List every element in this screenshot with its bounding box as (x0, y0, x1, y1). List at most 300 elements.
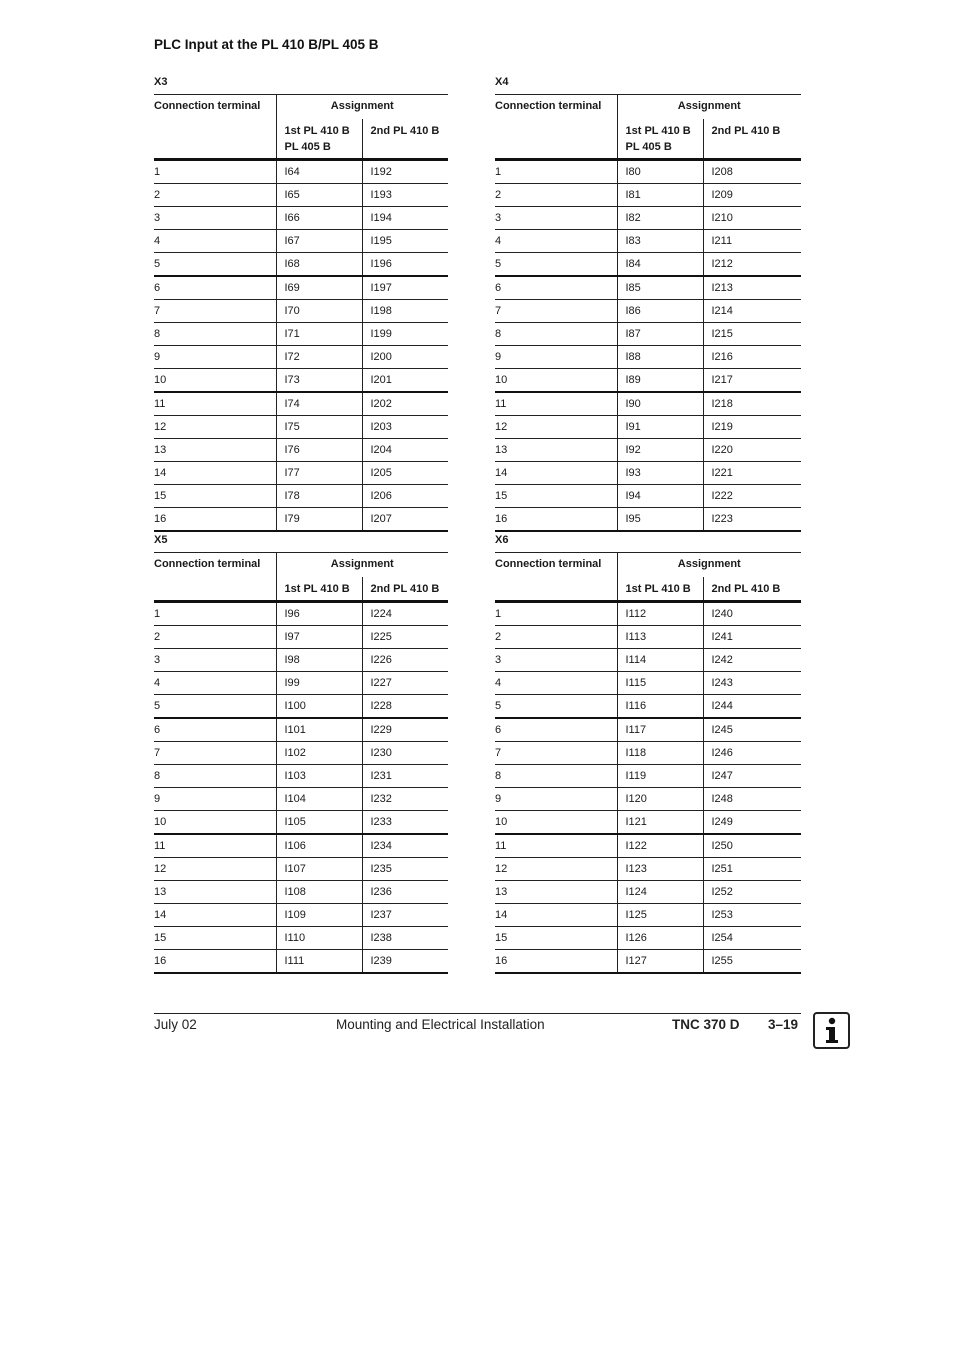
first-unit-input: I66 (276, 207, 362, 230)
terminal-number: 10 (495, 369, 617, 393)
second-unit-input: I206 (362, 485, 448, 508)
second-unit-input: I222 (703, 485, 801, 508)
first-unit-input: I76 (276, 439, 362, 462)
terminal-number: 8 (154, 323, 276, 346)
table-row (154, 927, 448, 950)
table-row (495, 300, 801, 323)
table-row (154, 346, 448, 369)
terminal-number: 14 (495, 462, 617, 485)
first-unit-input: I71 (276, 323, 362, 346)
table-row (154, 184, 448, 207)
header-connection-terminal: Connection terminal (154, 95, 276, 120)
first-unit-input: I106 (276, 834, 362, 858)
second-unit-input: I253 (703, 904, 801, 927)
terminal-number: 15 (154, 485, 276, 508)
table-row (154, 788, 448, 811)
table-row (495, 439, 801, 462)
first-unit-input: I98 (276, 649, 362, 672)
header-second-unit: 2nd PL 410 B (703, 577, 801, 602)
first-unit-input: I107 (276, 858, 362, 881)
first-unit-input: I84 (617, 253, 703, 277)
first-unit-input: I97 (276, 626, 362, 649)
second-unit-input: I192 (362, 160, 448, 184)
table-row (154, 253, 448, 277)
terminal-number: 10 (154, 811, 276, 835)
terminal-number: 12 (495, 858, 617, 881)
terminal-number: 9 (154, 346, 276, 369)
table-row (154, 276, 448, 300)
table-row (154, 881, 448, 904)
second-unit-input: I255 (703, 950, 801, 974)
header-blank (495, 119, 617, 160)
first-unit-input: I91 (617, 416, 703, 439)
table-row (154, 626, 448, 649)
second-unit-input: I237 (362, 904, 448, 927)
terminal-number: 8 (495, 765, 617, 788)
first-unit-input: I109 (276, 904, 362, 927)
terminal-number: 2 (495, 626, 617, 649)
second-unit-input: I204 (362, 439, 448, 462)
table-row (495, 695, 801, 719)
table-row (154, 695, 448, 719)
terminal-number: 4 (495, 230, 617, 253)
first-unit-input: I85 (617, 276, 703, 300)
page-title: PLC Input at the PL 410 B/PL 405 B (154, 37, 379, 52)
second-unit-input: I193 (362, 184, 448, 207)
table-label: X6 (495, 534, 509, 546)
second-unit-input: I248 (703, 788, 801, 811)
second-unit-input: I218 (703, 392, 801, 416)
second-unit-input: I197 (362, 276, 448, 300)
table-row (495, 369, 801, 393)
header-first-unit-line1: 1st PL 410 B (284, 583, 350, 595)
terminal-number: 16 (495, 950, 617, 974)
terminal-number: 3 (154, 207, 276, 230)
header-first-unit-line2: PL 405 B (625, 141, 672, 153)
first-unit-input: I115 (617, 672, 703, 695)
table-row (154, 718, 448, 742)
footer-page-number: 3–19 (768, 1017, 799, 1032)
table-row (495, 881, 801, 904)
first-unit-input: I89 (617, 369, 703, 393)
terminal-number: 4 (495, 672, 617, 695)
header-second-unit: 2nd PL 410 B (362, 119, 448, 160)
terminal-table (495, 94, 801, 532)
first-unit-input: I110 (276, 927, 362, 950)
table-label: X3 (154, 76, 168, 88)
first-unit-input: I72 (276, 346, 362, 369)
footer-date: July 02 (154, 1017, 197, 1032)
terminal-number: 6 (154, 276, 276, 300)
first-unit-input: I81 (617, 184, 703, 207)
second-unit-input: I224 (362, 602, 448, 626)
table-row (154, 160, 448, 184)
table-row (495, 649, 801, 672)
first-unit-input: I70 (276, 300, 362, 323)
table-row (154, 834, 448, 858)
second-unit-input: I243 (703, 672, 801, 695)
first-unit-input: I116 (617, 695, 703, 719)
header-connection-terminal: Connection terminal (495, 553, 617, 578)
terminal-number: 8 (495, 323, 617, 346)
table-row (154, 207, 448, 230)
header-first-unit-line2: PL 405 B (284, 141, 331, 153)
terminal-number: 1 (495, 160, 617, 184)
table-row (154, 672, 448, 695)
second-unit-input: I203 (362, 416, 448, 439)
second-unit-input: I245 (703, 718, 801, 742)
table-row (495, 485, 801, 508)
table-row (495, 858, 801, 881)
table-x3 (154, 76, 448, 532)
second-unit-input: I196 (362, 253, 448, 277)
terminal-number: 10 (154, 369, 276, 393)
table-row (495, 160, 801, 184)
first-unit-input: I104 (276, 788, 362, 811)
first-unit-input: I64 (276, 160, 362, 184)
table-row (154, 950, 448, 974)
first-unit-input: I65 (276, 184, 362, 207)
second-unit-input: I239 (362, 950, 448, 974)
second-unit-input: I235 (362, 858, 448, 881)
first-unit-input: I69 (276, 276, 362, 300)
first-unit-input: I118 (617, 742, 703, 765)
first-unit-input: I119 (617, 765, 703, 788)
terminal-number: 7 (154, 742, 276, 765)
second-unit-input: I252 (703, 881, 801, 904)
first-unit-input: I79 (276, 508, 362, 532)
first-unit-input: I94 (617, 485, 703, 508)
second-unit-input: I228 (362, 695, 448, 719)
terminal-number: 2 (154, 626, 276, 649)
first-unit-input: I83 (617, 230, 703, 253)
table-row (495, 253, 801, 277)
terminal-number: 2 (154, 184, 276, 207)
table-row (495, 927, 801, 950)
table-row (495, 416, 801, 439)
second-unit-input: I217 (703, 369, 801, 393)
table-row (154, 323, 448, 346)
header-second-unit: 2nd PL 410 B (362, 577, 448, 602)
table-row (154, 439, 448, 462)
first-unit-input: I121 (617, 811, 703, 835)
first-unit-input: I127 (617, 950, 703, 974)
second-unit-input: I210 (703, 207, 801, 230)
second-unit-input: I216 (703, 346, 801, 369)
terminal-number: 13 (154, 881, 276, 904)
terminal-number: 16 (154, 950, 276, 974)
second-unit-input: I240 (703, 602, 801, 626)
second-unit-input: I201 (362, 369, 448, 393)
second-unit-input: I208 (703, 160, 801, 184)
header-blank (495, 577, 617, 602)
terminal-number: 2 (495, 184, 617, 207)
table-row (495, 742, 801, 765)
table-row (154, 230, 448, 253)
second-unit-input: I244 (703, 695, 801, 719)
terminal-number: 6 (154, 718, 276, 742)
terminal-number: 1 (154, 602, 276, 626)
first-unit-input: I93 (617, 462, 703, 485)
first-unit-input: I124 (617, 881, 703, 904)
first-unit-input: I114 (617, 649, 703, 672)
first-unit-input: I74 (276, 392, 362, 416)
second-unit-input: I247 (703, 765, 801, 788)
table-x4 (495, 76, 801, 532)
header-first-unit (617, 577, 703, 602)
terminal-number: 13 (495, 439, 617, 462)
table-row (495, 323, 801, 346)
second-unit-input: I231 (362, 765, 448, 788)
second-unit-input: I214 (703, 300, 801, 323)
table-row (495, 346, 801, 369)
header-first-unit-line1: 1st PL 410 B (625, 583, 691, 595)
header-first-unit-line1: 1st PL 410 B (284, 125, 350, 137)
terminal-table (154, 94, 448, 532)
table-row (154, 602, 448, 626)
first-unit-input: I67 (276, 230, 362, 253)
terminal-number: 4 (154, 672, 276, 695)
second-unit-input: I195 (362, 230, 448, 253)
info-icon-glyph (821, 1017, 843, 1045)
table-row (495, 672, 801, 695)
first-unit-input: I86 (617, 300, 703, 323)
second-unit-input: I194 (362, 207, 448, 230)
first-unit-input: I77 (276, 462, 362, 485)
footer-section: Mounting and Electrical Installation (336, 1017, 545, 1032)
table-row (154, 369, 448, 393)
first-unit-input: I113 (617, 626, 703, 649)
table-row (154, 485, 448, 508)
first-unit-input: I111 (276, 950, 362, 974)
table-row (495, 626, 801, 649)
second-unit-input: I226 (362, 649, 448, 672)
first-unit-input: I126 (617, 927, 703, 950)
header-second-unit: 2nd PL 410 B (703, 119, 801, 160)
header-connection-terminal: Connection terminal (154, 553, 276, 578)
second-unit-input: I223 (703, 508, 801, 532)
terminal-number: 9 (154, 788, 276, 811)
first-unit-input: I117 (617, 718, 703, 742)
first-unit-input: I103 (276, 765, 362, 788)
second-unit-input: I234 (362, 834, 448, 858)
terminal-number: 13 (495, 881, 617, 904)
terminal-number: 14 (154, 904, 276, 927)
table-label: X4 (495, 76, 509, 88)
second-unit-input: I238 (362, 927, 448, 950)
first-unit-input: I82 (617, 207, 703, 230)
first-unit-input: I95 (617, 508, 703, 532)
second-unit-input: I227 (362, 672, 448, 695)
second-unit-input: I236 (362, 881, 448, 904)
first-unit-input: I99 (276, 672, 362, 695)
second-unit-input: I199 (362, 323, 448, 346)
header-assignment: Assignment (617, 553, 801, 578)
terminal-number: 14 (154, 462, 276, 485)
table-row (154, 392, 448, 416)
first-unit-input: I108 (276, 881, 362, 904)
table-row (154, 462, 448, 485)
table-row (495, 230, 801, 253)
header-assignment: Assignment (617, 95, 801, 120)
header-assignment: Assignment (276, 553, 448, 578)
table-label: X5 (154, 534, 168, 546)
table-row (154, 300, 448, 323)
second-unit-input: I215 (703, 323, 801, 346)
header-first-unit (276, 119, 362, 160)
first-unit-input: I112 (617, 602, 703, 626)
terminal-table (154, 552, 448, 974)
terminal-number: 11 (154, 834, 276, 858)
second-unit-input: I213 (703, 276, 801, 300)
table-row (495, 904, 801, 927)
second-unit-input: I220 (703, 439, 801, 462)
second-unit-input: I207 (362, 508, 448, 532)
first-unit-input: I90 (617, 392, 703, 416)
first-unit-input: I68 (276, 253, 362, 277)
second-unit-input: I242 (703, 649, 801, 672)
table-row (154, 765, 448, 788)
first-unit-input: I123 (617, 858, 703, 881)
first-unit-input: I78 (276, 485, 362, 508)
table-row (154, 904, 448, 927)
second-unit-input: I246 (703, 742, 801, 765)
terminal-number: 11 (495, 834, 617, 858)
terminal-number: 1 (495, 602, 617, 626)
table-row (154, 416, 448, 439)
terminal-number: 9 (495, 346, 617, 369)
header-assignment: Assignment (276, 95, 448, 120)
second-unit-input: I229 (362, 718, 448, 742)
terminal-number: 13 (154, 439, 276, 462)
header-blank (154, 577, 276, 602)
first-unit-input: I120 (617, 788, 703, 811)
table-row (495, 811, 801, 835)
page-footer (154, 1013, 801, 1038)
second-unit-input: I212 (703, 253, 801, 277)
first-unit-input: I96 (276, 602, 362, 626)
info-icon (813, 1012, 850, 1049)
terminal-number: 9 (495, 788, 617, 811)
second-unit-input: I198 (362, 300, 448, 323)
header-first-unit (276, 577, 362, 602)
table-x6 (495, 534, 801, 974)
second-unit-input: I225 (362, 626, 448, 649)
terminal-number: 6 (495, 718, 617, 742)
first-unit-input: I80 (617, 160, 703, 184)
table-row (154, 649, 448, 672)
first-unit-input: I87 (617, 323, 703, 346)
terminal-number: 16 (495, 508, 617, 532)
terminal-number: 7 (495, 300, 617, 323)
table-row (154, 508, 448, 532)
terminal-number: 7 (154, 300, 276, 323)
table-row (495, 207, 801, 230)
terminal-number: 7 (495, 742, 617, 765)
second-unit-input: I209 (703, 184, 801, 207)
terminal-number: 5 (495, 695, 617, 719)
second-unit-input: I250 (703, 834, 801, 858)
second-unit-input: I205 (362, 462, 448, 485)
table-row (495, 462, 801, 485)
table-row (495, 718, 801, 742)
table-row (495, 765, 801, 788)
header-connection-terminal: Connection terminal (495, 95, 617, 120)
table-row (495, 392, 801, 416)
terminal-number: 12 (495, 416, 617, 439)
terminal-number: 3 (495, 207, 617, 230)
table-row (495, 508, 801, 532)
second-unit-input: I202 (362, 392, 448, 416)
first-unit-input: I101 (276, 718, 362, 742)
terminal-number: 12 (154, 858, 276, 881)
second-unit-input: I251 (703, 858, 801, 881)
terminal-number: 3 (495, 649, 617, 672)
first-unit-input: I122 (617, 834, 703, 858)
terminal-number: 5 (495, 253, 617, 277)
second-unit-input: I200 (362, 346, 448, 369)
table-row (154, 742, 448, 765)
table-row (154, 858, 448, 881)
terminal-number: 12 (154, 416, 276, 439)
table-x5 (154, 534, 448, 974)
table-row (495, 602, 801, 626)
first-unit-input: I125 (617, 904, 703, 927)
terminal-number: 15 (495, 927, 617, 950)
second-unit-input: I241 (703, 626, 801, 649)
second-unit-input: I211 (703, 230, 801, 253)
second-unit-input: I233 (362, 811, 448, 835)
table-row (495, 184, 801, 207)
terminal-number: 3 (154, 649, 276, 672)
terminal-number: 4 (154, 230, 276, 253)
first-unit-input: I105 (276, 811, 362, 835)
terminal-number: 10 (495, 811, 617, 835)
table-row (495, 788, 801, 811)
terminal-number: 5 (154, 695, 276, 719)
terminal-number: 6 (495, 276, 617, 300)
terminal-number: 5 (154, 253, 276, 277)
second-unit-input: I219 (703, 416, 801, 439)
second-unit-input: I254 (703, 927, 801, 950)
terminal-number: 14 (495, 904, 617, 927)
table-row (154, 811, 448, 835)
header-first-unit-line1: 1st PL 410 B (625, 125, 691, 137)
terminal-number: 11 (495, 392, 617, 416)
first-unit-input: I88 (617, 346, 703, 369)
first-unit-input: I102 (276, 742, 362, 765)
first-unit-input: I100 (276, 695, 362, 719)
first-unit-input: I73 (276, 369, 362, 393)
table-row (495, 834, 801, 858)
header-first-unit (617, 119, 703, 160)
terminal-number: 11 (154, 392, 276, 416)
header-blank (154, 119, 276, 160)
second-unit-input: I221 (703, 462, 801, 485)
second-unit-input: I249 (703, 811, 801, 835)
terminal-number: 1 (154, 160, 276, 184)
terminal-number: 16 (154, 508, 276, 532)
second-unit-input: I232 (362, 788, 448, 811)
second-unit-input: I230 (362, 742, 448, 765)
first-unit-input: I75 (276, 416, 362, 439)
footer-model: TNC 370 D (672, 1017, 740, 1032)
table-row (495, 276, 801, 300)
terminal-number: 15 (154, 927, 276, 950)
table-row (495, 950, 801, 974)
terminal-number: 8 (154, 765, 276, 788)
first-unit-input: I92 (617, 439, 703, 462)
